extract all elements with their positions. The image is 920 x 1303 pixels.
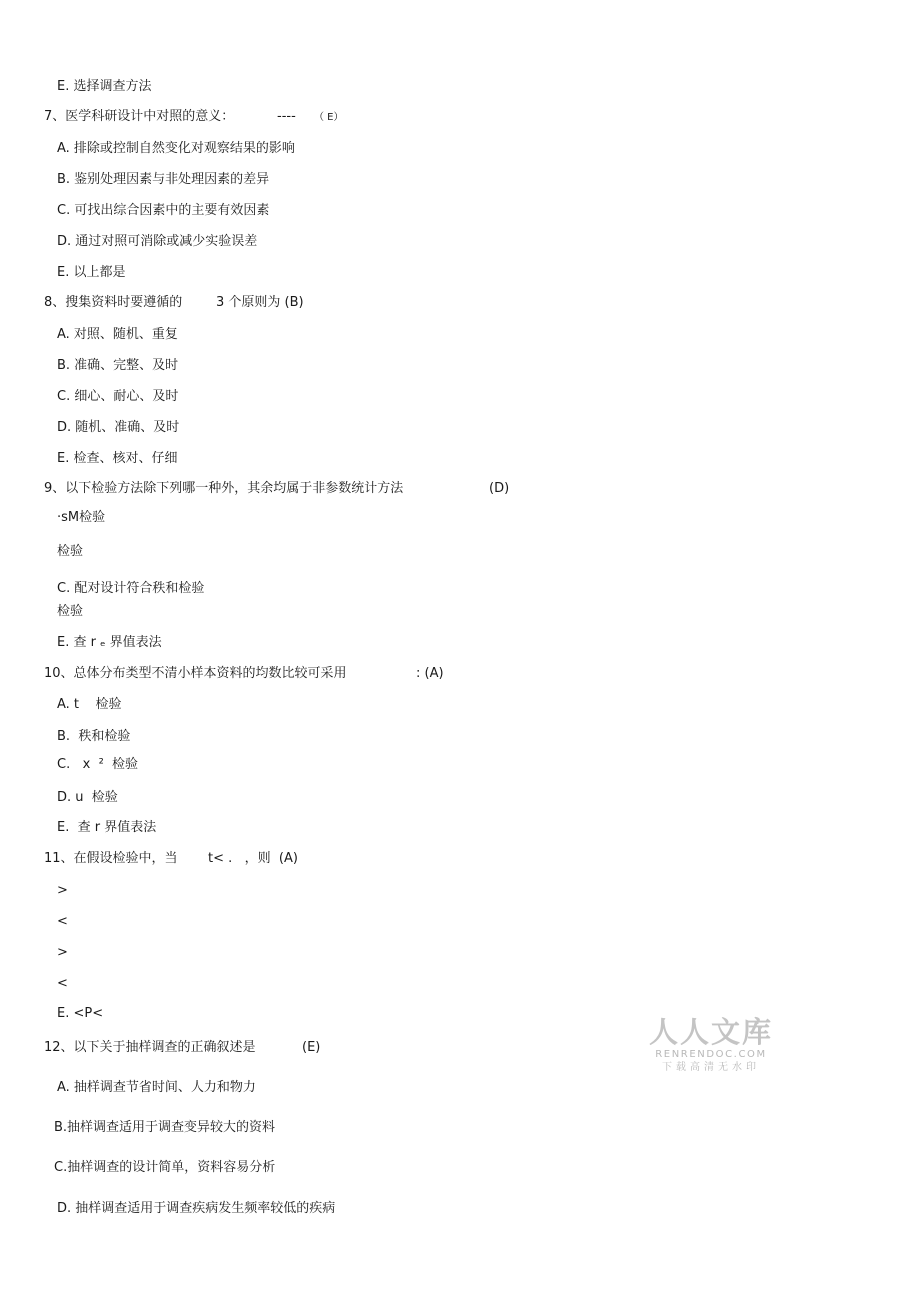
question-11: 11、在假设检验中，当	[44, 851, 178, 866]
option-b-q11: <	[57, 914, 68, 929]
question-7-dashes: ----	[277, 109, 296, 124]
option-c-q10: C. x ² 检验	[57, 757, 139, 772]
watermark-subtitle: 下载高清无水印	[662, 1062, 760, 1073]
option-d-q12: D. 抽样调查适用于调查疾病发生频率较低的疾病	[57, 1201, 336, 1216]
option-a-q8: A. 对照、随机、重复	[57, 327, 178, 342]
option-d-q8: D. 随机、准确、及时	[57, 420, 180, 435]
option-b-q12: B.抽样调查适用于调查变异较大的资料	[54, 1120, 276, 1135]
option-b-q8: B. 准确、完整、及时	[57, 358, 179, 373]
option-e-q8: E. 检查、核对、仔细	[57, 451, 178, 466]
option-d-q7: D. 通过对照可消除或减少实验误差	[57, 234, 258, 249]
watermark-url: RENRENDOC.COM	[655, 1049, 767, 1060]
option-b-q10: B. 秩和检验	[57, 729, 131, 744]
option-e-q10: E. 查 r 界值表法	[57, 820, 157, 835]
question-7-answer: （ E）	[314, 112, 344, 123]
question-10-answer: : (A)	[416, 666, 444, 681]
option-a-q9: ·sM检验	[57, 510, 106, 525]
option-d-q10: D. u 检验	[57, 790, 118, 805]
option-c-q11: >	[57, 945, 68, 960]
option-c-q7: C. 可找出综合因素中的主要有效因素	[57, 203, 270, 218]
option-e-q9: E. 查 r ₑ 界值表法	[57, 635, 162, 650]
option-d-q11: <	[57, 976, 68, 991]
question-7: 7、医学科研设计中对照的意义：	[44, 109, 235, 124]
option-c-q12: C.抽样调查的设计简单，资料容易分析	[54, 1160, 276, 1175]
option-e-q6: E. 选择调查方法	[57, 79, 152, 94]
watermark	[648, 1016, 774, 1075]
option-c-q8: C. 细心、耐心、及时	[57, 389, 179, 404]
question-11-tail: t< . ，则 (A)	[208, 851, 298, 866]
question-9-answer: (D)	[489, 481, 510, 496]
option-a-q12: A. 抽样调查节省时间、人力和物力	[57, 1080, 256, 1095]
option-e-q7: E. 以上都是	[57, 265, 126, 280]
question-8-tail: 3 个原则为 (B)	[216, 295, 304, 310]
question-8: 8、搜集资料时要遵循的	[44, 295, 183, 310]
question-12: 12、以下关于抽样调查的正确叙述是	[44, 1040, 256, 1055]
option-a-q10: A. t 检验	[57, 697, 122, 712]
watermark-logo: 人人文库	[648, 1015, 773, 1049]
question-12-answer: (E)	[302, 1040, 321, 1055]
option-b-q9: 检验	[57, 544, 84, 559]
option-a-q11: >	[57, 883, 68, 898]
option-d-q9: 检验	[57, 604, 84, 619]
option-a-q7: A. 排除或控制自然变化对观察结果的影响	[57, 141, 295, 156]
option-e-q11: E. <P<	[57, 1006, 104, 1021]
question-9: 9、以下检验方法除下列哪一种外，其余均属于非参数统计方法	[44, 481, 404, 496]
question-10: 10、总体分布类型不清小样本资料的均数比较可采用	[44, 666, 347, 681]
option-c-q9: C. 配对设计符合秩和检验	[57, 581, 205, 596]
option-b-q7: B. 鉴别处理因素与非处理因素的差异	[57, 172, 270, 187]
